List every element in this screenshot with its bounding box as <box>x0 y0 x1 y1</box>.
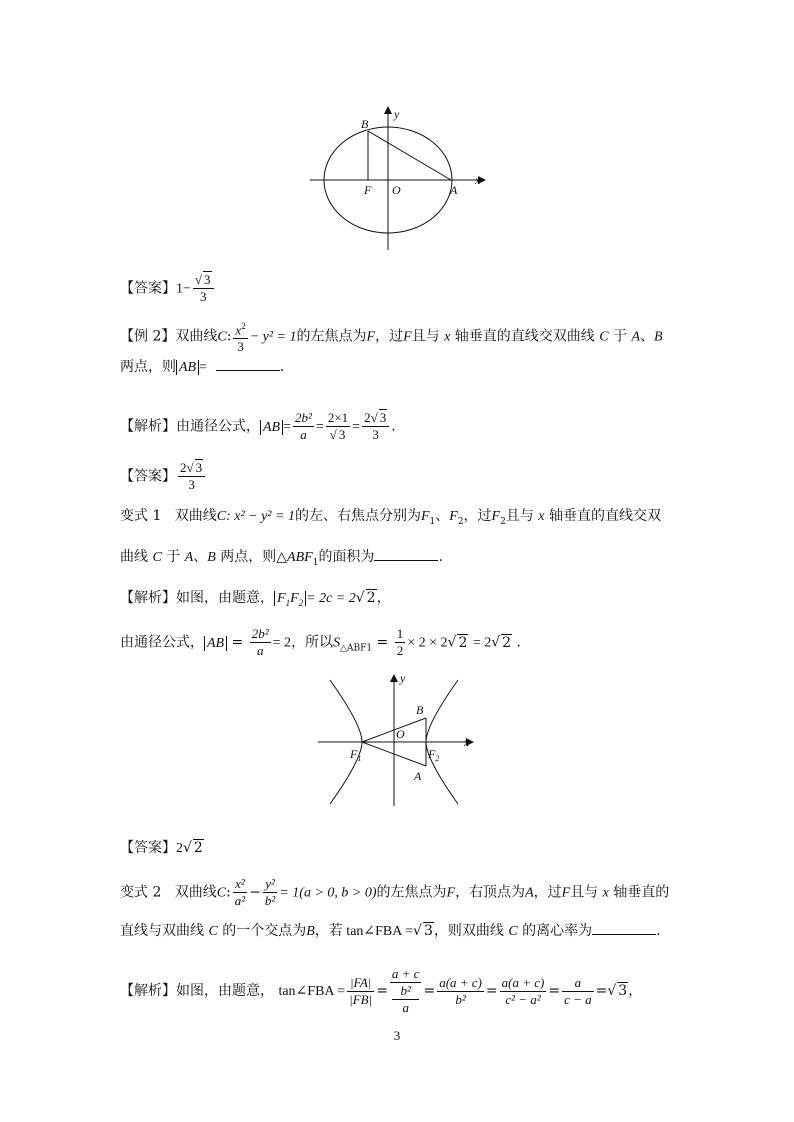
period: . <box>516 634 521 651</box>
answer-1 <box>120 272 216 305</box>
label-B: B <box>361 117 369 131</box>
answer-fraction: $\frac{2√ 3}{3}$ <box>178 460 205 493</box>
answer-fraction: $\frac{√ 3}{3}$ <box>193 272 214 305</box>
equals: = <box>376 983 388 999</box>
den: c² − a² <box>505 991 541 1007</box>
sub: 2 <box>500 516 506 527</box>
minus: − <box>249 884 261 901</box>
label-y: y <box>394 107 400 121</box>
inner-den: a <box>402 1000 409 1015</box>
label-B: B <box>416 703 424 717</box>
var-F: F <box>561 885 571 901</box>
fraction <box>390 966 422 1016</box>
den: b² <box>455 991 466 1007</box>
example-2-line-1 <box>120 318 663 355</box>
fraction <box>233 876 247 909</box>
fraction <box>437 975 484 1008</box>
sep: 、 <box>435 508 450 524</box>
var-F: F <box>491 509 501 524</box>
answer-blank <box>592 920 656 935</box>
equation-rest: − y² = 1 <box>249 329 297 345</box>
var-C: C <box>152 550 162 565</box>
text: 且与 <box>570 884 599 901</box>
text: 的面积为 <box>318 549 375 565</box>
text: 如图，由题意， <box>176 590 274 606</box>
answer-3: 【答案】2√ 2 <box>120 840 203 856</box>
equation: : x² − y² = 1 <box>226 509 295 524</box>
num: |FA| <box>347 975 374 992</box>
var-A: A <box>184 550 194 565</box>
var-A: A <box>525 885 534 901</box>
var-B: B <box>654 329 663 345</box>
abs-AB: AB <box>204 636 227 651</box>
fraction <box>500 975 547 1008</box>
var-C: C <box>599 329 609 345</box>
sqrt-arg: 3 <box>195 460 203 475</box>
num: 1 <box>396 626 404 641</box>
text: 曲线 <box>120 549 148 565</box>
den: c − a <box>564 991 592 1007</box>
variant-1-line-1 <box>120 506 661 532</box>
sub: 2 <box>298 597 304 608</box>
coef: 2 <box>364 410 371 425</box>
text: ，过 <box>463 508 492 524</box>
text: 双曲线 <box>174 884 217 901</box>
var-C: C <box>216 885 227 901</box>
text: 如图，由题意， <box>176 983 274 999</box>
var-F: F <box>449 509 458 524</box>
sqrt-arg: 3 <box>204 272 211 287</box>
variant-2-line-2: 直线与双曲线 C 的一个交点为B，若 tan∠FBA =√ 3，则双曲线 C 的离心率为 . <box>120 920 661 942</box>
sqrt-arg: 3 <box>379 410 387 425</box>
equation: = 2 <box>272 635 292 651</box>
var-B: B <box>207 550 216 565</box>
var-F: F <box>403 329 412 345</box>
fraction <box>250 626 271 659</box>
label-O: O <box>396 727 405 741</box>
fraction-denominator: 3 <box>199 289 207 304</box>
sub: △ABF <box>340 643 367 654</box>
den: a <box>256 643 264 658</box>
inner-num: b² <box>392 983 420 1000</box>
text: 直线与双曲线 <box>120 923 204 939</box>
text: 的一个交点为 <box>222 923 307 939</box>
num: a <box>562 975 594 992</box>
var-B: B <box>306 924 315 939</box>
var-x: x <box>602 885 609 901</box>
equals: = <box>283 419 292 435</box>
text: 轴垂直的直线交双曲线 <box>454 328 595 345</box>
coef: 2 <box>176 841 183 856</box>
num: a(a + c) <box>439 974 482 990</box>
text: 的离心率为 <box>522 923 593 939</box>
den: 3 <box>237 339 244 355</box>
period: . <box>438 549 443 565</box>
variant-1-line-2 <box>120 546 443 573</box>
fraction: $\frac{2\times 1}{√ 3}$ <box>327 410 349 442</box>
example-2-line-2 <box>120 356 284 378</box>
num: 2b² <box>295 410 312 425</box>
label-A: A <box>414 769 422 783</box>
colon: : <box>226 884 231 901</box>
solution-4: 【解析】如图，由题意， tan∠FBA = $\frac{|FA|}{|FB|}$ = a + c b² a = $\frac{a(a + c)}{\text{b²}}$ = $\frac{a(a + c)}{\text{c² − a²}}$ = $\frac{a}{c - a}$ =√ 3， <box>120 966 643 1015</box>
sub: 1 <box>312 557 319 568</box>
sub: 1 <box>285 597 291 608</box>
y-axis-arrow <box>390 674 398 682</box>
fraction <box>347 975 374 1008</box>
den: 2 <box>396 643 404 658</box>
var-A: A <box>631 329 641 345</box>
num: 2b² <box>251 626 269 641</box>
num: a(a + c) <box>501 974 545 990</box>
compound-den <box>390 983 422 1016</box>
text: 的左、右焦点分别为 <box>294 508 421 524</box>
label-y: y <box>400 671 406 685</box>
variant-tag: 变式 1 <box>120 508 162 524</box>
sqrt-arg: 3 <box>423 923 433 939</box>
sqrt-arg: 2 <box>366 590 376 606</box>
den: 3 <box>372 427 379 442</box>
tan-expr: tan∠FBA = <box>278 984 346 999</box>
solution-tag: 【解析】 <box>120 590 176 606</box>
hyperbola-figure <box>312 670 482 810</box>
comma: ， <box>628 983 643 999</box>
var-C: C <box>208 924 218 939</box>
equals: = <box>595 983 608 999</box>
condition: = 1(a > 0, b > 0) <box>279 885 377 901</box>
label-F2: $F_2$ <box>428 747 440 763</box>
text: ，过 <box>533 884 562 901</box>
label-O: O <box>392 183 401 197</box>
sqrt-arg: 2 <box>193 840 203 856</box>
equation: ，若 tan∠FBA = <box>314 924 414 939</box>
solution-3-line-2: 由通径公式， AB = $\frac{\text{2b²}}{a}$ = 2，所以$S_{\triangle ABF1}$ = $\frac{1}{2}$ × 2 × 2√ 2 = 2√ 2 . <box>120 626 521 658</box>
num: a + c <box>391 966 420 981</box>
coef: 2 <box>180 460 187 475</box>
var-x: x <box>538 509 545 524</box>
solution-tag: 【解析】 <box>120 418 176 435</box>
colon: : <box>226 328 232 345</box>
label-A: A <box>450 183 458 197</box>
equals: = <box>352 419 361 435</box>
text: 双曲线 <box>175 328 218 345</box>
sqrt-arg: 3 <box>618 983 628 999</box>
label-x: x <box>475 173 481 187</box>
abs-F1F2 <box>274 591 306 606</box>
abs-AB: AB <box>176 360 199 375</box>
sub: 1 <box>366 643 373 654</box>
var-F: F <box>446 885 456 901</box>
abs-AB: AB <box>260 420 283 435</box>
answer-tag: 【答案】 <box>120 840 176 856</box>
sup: 2 <box>241 321 246 331</box>
var-C: C <box>217 329 227 345</box>
ellipse-figure <box>300 100 500 260</box>
text: 两点，则 <box>120 359 176 375</box>
equals: = <box>315 419 324 435</box>
page-number: 3 <box>393 1028 401 1043</box>
triangle: △ABF <box>276 550 313 565</box>
text: 的左焦点为 <box>376 884 447 901</box>
fraction <box>293 410 314 443</box>
minus-sign: − <box>183 281 191 297</box>
text: 两点，则 <box>220 549 277 565</box>
equals: = <box>199 360 208 375</box>
var-F: F <box>420 509 430 524</box>
var-F: F <box>366 329 376 345</box>
example-tag: 【例 2】 <box>120 328 176 345</box>
text: ，右顶点为 <box>455 884 526 901</box>
var-F: F <box>277 591 286 606</box>
equals: = <box>548 983 561 999</box>
equation: = 2c = 2 <box>306 591 356 606</box>
sep: 、 <box>640 328 655 345</box>
sub: 1 <box>429 516 436 527</box>
comma: ， <box>376 590 391 606</box>
y-axis-arrow <box>384 106 392 114</box>
text: 由通径公式， <box>176 418 260 435</box>
text: 由通径公式， <box>120 634 204 651</box>
period: . <box>391 418 396 435</box>
solution-tag: 【解析】 <box>120 983 176 999</box>
text: 双曲线 <box>174 508 217 524</box>
equation: = 2 <box>472 635 492 651</box>
fraction <box>233 318 247 355</box>
den: b² <box>264 893 276 908</box>
variant-2-line-1 <box>120 876 669 909</box>
equals: = <box>423 983 436 999</box>
text: ，所以 <box>291 634 334 651</box>
var-F: F <box>290 591 299 606</box>
answer-blank <box>374 546 438 561</box>
text: 且与 <box>505 508 534 524</box>
var-x: x <box>235 322 242 338</box>
answer-tag: 【答案】 <box>120 468 176 485</box>
text: 轴垂直的直线交双 <box>548 508 661 524</box>
text: 于 <box>613 328 628 345</box>
den: 3 <box>188 477 195 492</box>
text: ，过 <box>375 328 404 345</box>
num: x² <box>233 876 247 893</box>
fraction <box>263 876 277 909</box>
var-S: S <box>333 635 341 651</box>
sqrt-arg: 3 <box>338 427 346 442</box>
label-F: F <box>364 183 372 197</box>
fraction <box>395 626 406 659</box>
solution-2 <box>120 410 396 443</box>
period: . <box>279 359 285 375</box>
period: . <box>656 923 661 939</box>
text: 轴垂直的 <box>613 884 670 901</box>
den: a <box>300 427 307 442</box>
text: 于 <box>166 549 181 565</box>
sqrt-arg: 2 <box>458 634 468 651</box>
sub: 2 <box>457 516 464 527</box>
text: 且与 <box>411 328 440 345</box>
var-C: C <box>508 924 518 939</box>
equals: = <box>485 983 498 999</box>
fraction <box>562 975 594 1008</box>
den: |FB| <box>349 991 373 1007</box>
label-x: x <box>464 735 470 749</box>
var-x: x <box>444 329 451 345</box>
answer-blank <box>216 356 280 371</box>
text: ，则双曲线 <box>433 923 504 939</box>
equation: × 2 × 2 <box>407 635 448 651</box>
den: a² <box>234 893 246 908</box>
sqrt-arg: 2 <box>502 634 512 651</box>
var-C: C <box>216 509 227 524</box>
answer-2 <box>120 460 207 493</box>
fraction: $\frac{2√ 3}{3}$ <box>362 410 389 443</box>
num: 2×1 <box>327 410 349 425</box>
num: y² <box>263 876 277 893</box>
text: 的左焦点为 <box>296 328 367 345</box>
solution-3-line-1: 【解析】如图，由题意， $F_1F_2 = 2c = 2√$ 2， <box>120 590 391 608</box>
segment-BA <box>368 131 451 180</box>
answer-tag: 【答案】 <box>120 280 176 297</box>
sep: 、 <box>193 549 208 565</box>
variant-tag: 变式 2 <box>120 884 162 901</box>
answer-value-1: 1 <box>176 281 183 297</box>
label-F1: $F_1$ <box>350 747 362 763</box>
